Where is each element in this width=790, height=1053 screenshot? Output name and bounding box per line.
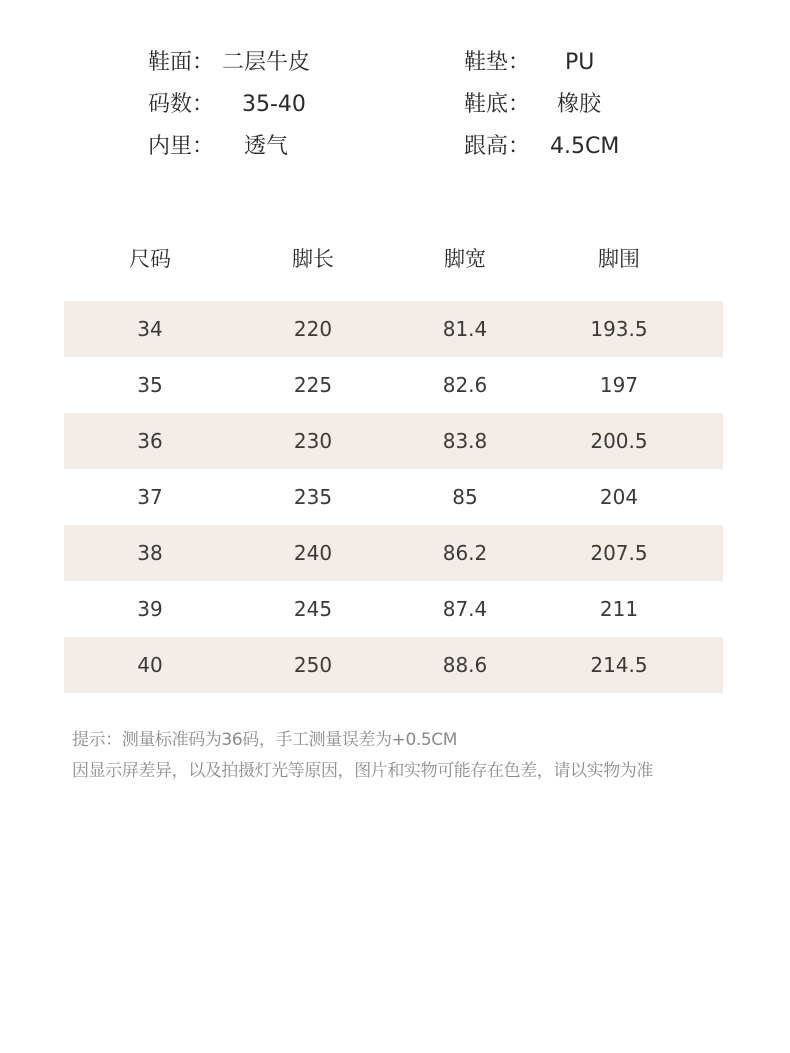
table-row: [64, 525, 723, 581]
cell-foot-width: 81.4: [442, 317, 488, 341]
spec-sole-label: 鞋底：: [464, 92, 531, 117]
table-row: [64, 301, 723, 357]
spec-heel-value: 4.5CM: [550, 134, 620, 159]
table-row: [64, 469, 723, 525]
measurement-note: 提示：测量标准码为36码，手工测量误差为+0.5CM: [72, 730, 458, 750]
spec-insole-value: PU: [565, 50, 595, 75]
spec-size-range-value: 35-40: [242, 92, 306, 117]
cell-foot-width: 85: [452, 485, 478, 509]
cell-foot-girth: 214.5: [590, 653, 648, 677]
color-disclaimer-note: 因显示屏差异，以及拍摄灯光等原因，图片和实物可能存在色差，请以实物为准: [72, 761, 653, 781]
table-row: [64, 357, 723, 413]
cell-foot-girth: 200.5: [590, 429, 648, 453]
cell-size: 35: [137, 373, 163, 397]
cell-size: 39: [137, 597, 163, 621]
header-foot-width: 脚宽: [444, 247, 486, 271]
table-row: [64, 581, 723, 637]
table-header-row: [64, 230, 723, 301]
cell-foot-width: 87.4: [442, 597, 488, 621]
cell-foot-length: 230: [293, 429, 333, 453]
spec-lining-value: 透气: [244, 134, 289, 159]
cell-foot-width: 86.2: [442, 541, 488, 565]
cell-size: 34: [137, 317, 163, 341]
spec-insole-label: 鞋垫：: [464, 50, 531, 75]
table-row: [64, 637, 723, 693]
spec-heel-label: 跟高：: [464, 134, 531, 159]
header-size: 尺码: [129, 247, 171, 271]
cell-foot-length: 235: [293, 485, 333, 509]
size-table: [64, 230, 723, 693]
spec-upper-label: 鞋面：: [148, 50, 215, 75]
spec-upper-value: 二层牛皮: [222, 50, 311, 75]
cell-foot-length: 240: [293, 541, 333, 565]
spec-lining-label: 内里：: [148, 134, 215, 159]
table-row: [64, 413, 723, 469]
cell-size: 38: [137, 541, 163, 565]
cell-foot-girth: 211: [599, 597, 639, 621]
spec-size-range-label: 码数：: [148, 92, 215, 117]
cell-foot-width: 82.6: [442, 373, 488, 397]
cell-foot-girth: 204: [599, 485, 639, 509]
cell-foot-girth: 207.5: [590, 541, 648, 565]
spec-sole-value: 橡胶: [557, 92, 602, 117]
cell-size: 36: [137, 429, 163, 453]
cell-foot-width: 83.8: [442, 429, 488, 453]
header-foot-girth: 脚围: [598, 247, 640, 271]
cell-size: 37: [137, 485, 163, 509]
cell-foot-length: 220: [293, 317, 333, 341]
header-foot-length: 脚长: [292, 247, 334, 271]
cell-foot-width: 88.6: [442, 653, 488, 677]
cell-foot-length: 245: [293, 597, 333, 621]
cell-foot-length: 250: [293, 653, 333, 677]
cell-foot-girth: 197: [599, 373, 639, 397]
cell-size: 40: [137, 653, 163, 677]
cell-foot-girth: 193.5: [590, 317, 648, 341]
cell-foot-length: 225: [293, 373, 333, 397]
